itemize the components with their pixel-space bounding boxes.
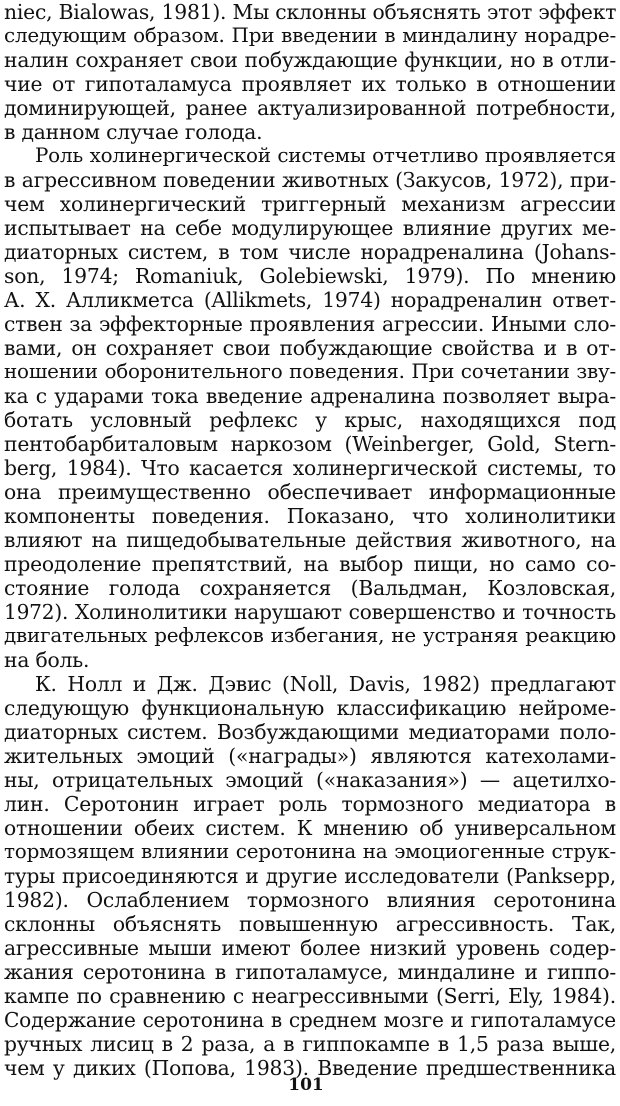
text-line: тормозящем влиянии серотонина на эмоциогенные струк- <box>4 840 616 863</box>
text-line: диаторных систем, в том числе норадреналина (Johans- <box>4 240 616 264</box>
text-line: ручных лисиц в 2 раза, а в гиппокампе в 1,5 раза выше, <box>4 1032 616 1056</box>
text-line: компоненты поведения. Показано, что холинолитики <box>4 504 616 528</box>
text-line: жания серотонина в гипоталамусе, миндалине и гиппо- <box>4 960 616 984</box>
text-line: налин сохраняет свои побуждающие функции, но в отли- <box>4 48 616 72</box>
text-line: ношении оборонительного поведения. При сочетании зву- <box>4 360 616 383</box>
book-page <box>4 0 616 1106</box>
text-line: чем холинергический триггерный механизм агрессии <box>4 192 616 216</box>
text-line: влияют на пищедобывательные действия животного, на <box>4 528 616 552</box>
text-line: ботать условный рефлекс у крыс, находящихся под <box>4 408 616 432</box>
text-line: кампе по сравнению с неагрессивными (Serri, Ely, 1984). <box>4 984 616 1008</box>
text-line: на боль. <box>4 648 90 672</box>
text-line: чем у диких (Попова, 1983). Введение предшественника <box>4 1056 616 1080</box>
text-line: склонны объяснять повышенную агрессивность. Так, <box>4 912 616 936</box>
text-line: следующую функциональную классификацию нейроме- <box>4 696 616 720</box>
text-line: А. Х. Алликметса (Allikmets, 1974) норадреналин ответ- <box>4 288 616 312</box>
text-line: пентобарбиталовым наркозом (Weinberger, Gold, Stern- <box>4 432 616 456</box>
text-line: 1982). Ослаблением тормозного влияния серотонина <box>4 888 616 912</box>
text-line: отношении обеих систем. К мнению об универсальном <box>4 816 616 840</box>
text-line: диаторных систем. Возбуждающими медиаторами поло- <box>4 720 616 744</box>
text-line: в агрессивном поведении животных (Закусов, 1972), при- <box>4 168 616 192</box>
text-line: ка с ударами тока введение адреналина позволяет выра- <box>4 384 616 408</box>
text-line: niec, Bialowas, 1981). Мы склонны объяснять этот эффект <box>4 0 616 24</box>
text-line: испытывает на себе модулирующее влияние других ме- <box>4 216 616 240</box>
text-line: berg, 1984). Что касается холинергической системы, то <box>4 456 616 480</box>
paragraph-first-line: Роль холинергической системы отчетливо проявляется <box>35 144 616 167</box>
text-line: жительных эмоций («награды») являются катехолами- <box>4 744 616 768</box>
text-line: son, 1974; Romaniuk, Golebiewski, 1979). По мнению <box>4 264 616 288</box>
text-line: стояние голода сохраняется (Вальдман, Козловская, <box>4 576 616 600</box>
text-line: преодоление препятствий, на выбор пищи, но само со- <box>4 552 616 576</box>
text-line: Содержание серотонина в среднем мозге и гипоталамусе <box>4 1008 616 1032</box>
text-line: ны, отрицательных эмоций («наказания») — ацетилхо- <box>4 768 616 792</box>
text-line: чие от гипоталамуса проявляет их только в отношении <box>4 72 616 96</box>
page-number: 101 <box>288 1075 324 1095</box>
text-line: ствен за эффекторные проявления агрессии. Иными сло- <box>4 312 616 336</box>
text-line: вами, он сохраняет свои побуждающие свойства и в от- <box>4 336 616 360</box>
text-line: двигательных рефлексов избегания, не устраняя реакцию <box>4 624 616 647</box>
text-line: она преимущественно обеспечивает информационные <box>4 480 616 504</box>
text-line: следующим образом. При введении в миндалину норадре- <box>4 24 616 47</box>
text-line: доминирующей, ранее актуализированной потребности, <box>4 96 616 120</box>
paragraph-first-line: К. Нолл и Дж. Дэвис (Noll, Davis, 1982) предлагают <box>35 672 616 696</box>
text-line: туры присоединяются и другие исследователи (Panksepp, <box>4 864 616 888</box>
text-line: 1972). Холинолитики нарушают совершенство и точность <box>4 600 616 624</box>
text-line: в данном случае голода. <box>4 120 263 144</box>
text-line: лин. Серотонин играет роль тормозного медиатора в <box>4 792 616 816</box>
text-line: агрессивные мыши имеют более низкий уровень содер- <box>4 936 616 960</box>
